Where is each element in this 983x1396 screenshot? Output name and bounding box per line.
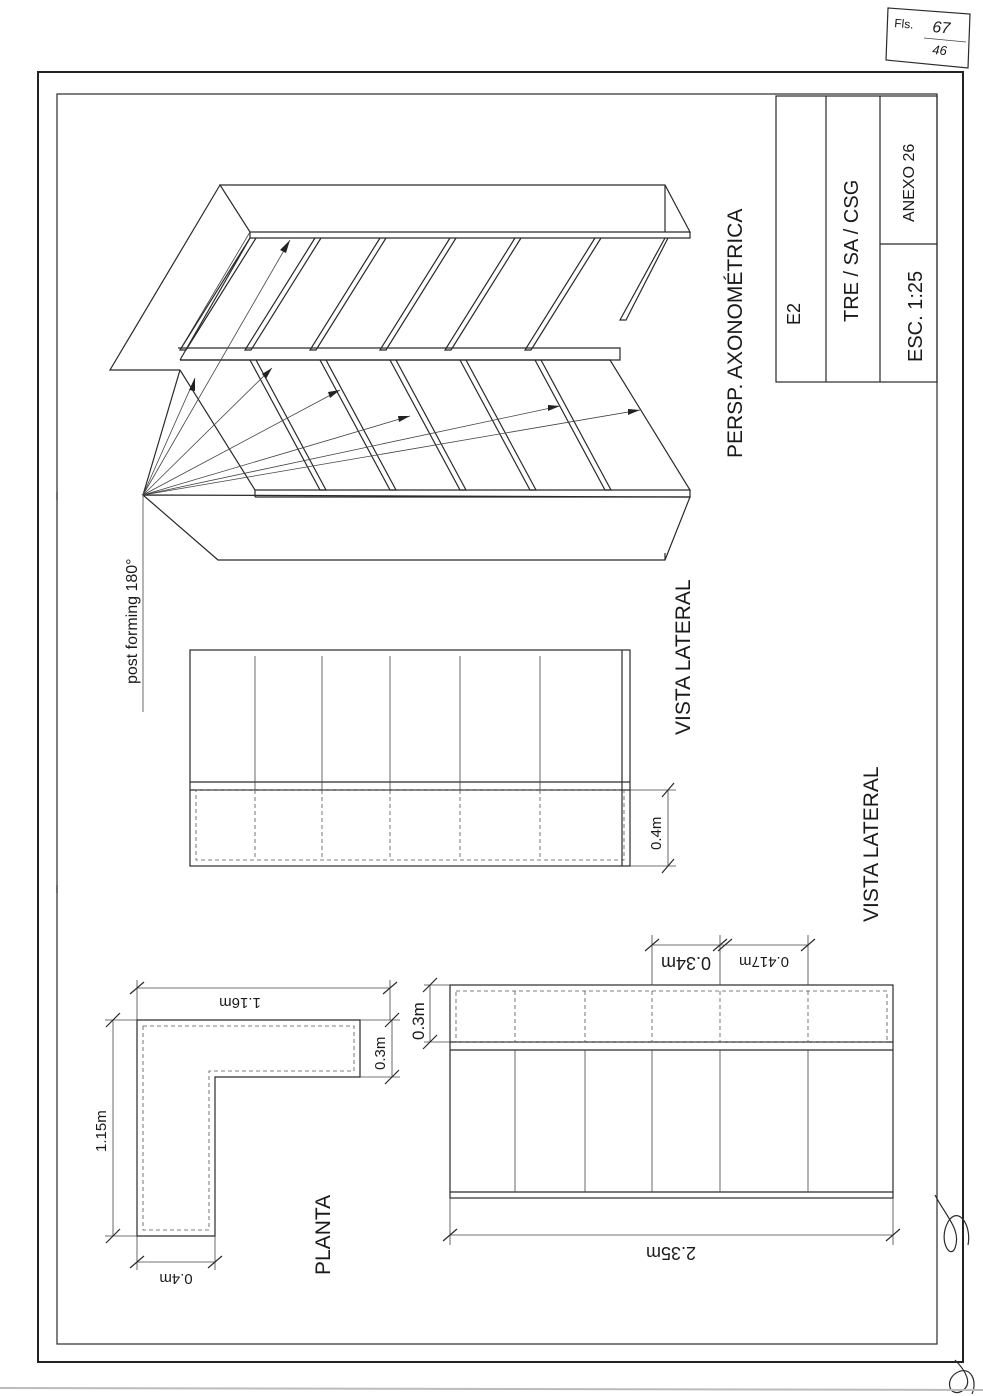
scan-edge xyxy=(0,1388,983,1390)
lat1-depth-dim: 0.4m xyxy=(648,816,665,850)
title-code: E2 xyxy=(784,302,804,325)
lateral-view-1 xyxy=(190,579,695,873)
page-stamp xyxy=(886,8,970,68)
plan-label: PLANTA xyxy=(312,1194,335,1275)
title-block xyxy=(776,96,937,382)
lat2-dim-a: 0.34m xyxy=(660,953,712,973)
plan-depth-side-dim: 0.3m xyxy=(372,1036,389,1070)
inner-frame xyxy=(57,94,937,1344)
plan-width-dim: 1.16m xyxy=(219,994,261,1011)
stamp-label: Fls. xyxy=(893,16,915,32)
title-scale: ESC. 1:25 xyxy=(905,270,927,362)
post-forming-arrows xyxy=(143,240,640,495)
lateral-view-2 xyxy=(409,935,900,1263)
axonometric-perspective xyxy=(110,185,747,560)
lat2-dim-b: 0.417m xyxy=(738,953,790,970)
title-org: TRE / SA / CSG xyxy=(841,179,863,322)
handwritten-signature xyxy=(935,1195,974,1394)
upper-shelves xyxy=(180,238,668,350)
stamp-number: 67 xyxy=(931,19,951,38)
lateral-view-1-label: VISTA LATERAL xyxy=(672,579,695,735)
lateral-view-2-label: VISTA LATERAL xyxy=(860,766,883,922)
outer-frame xyxy=(38,72,963,1362)
title-annex: ANEXO 26 xyxy=(901,143,918,222)
plan-view xyxy=(93,980,400,1287)
perspective-label: PERSP. AXONOMÉTRICA xyxy=(724,208,747,458)
post-forming-label: post forming 180° xyxy=(124,558,141,684)
plan-length-dim: 1.15m xyxy=(93,1110,110,1152)
lat2-depth-dim: 0.3m xyxy=(409,1002,428,1040)
lower-shelves xyxy=(250,360,611,490)
lat2-length-dim: 2.35m xyxy=(645,1243,697,1263)
plan-depth-bottom-dim: 0.4m xyxy=(159,1270,193,1287)
stamp-sub: 46 xyxy=(931,42,948,59)
